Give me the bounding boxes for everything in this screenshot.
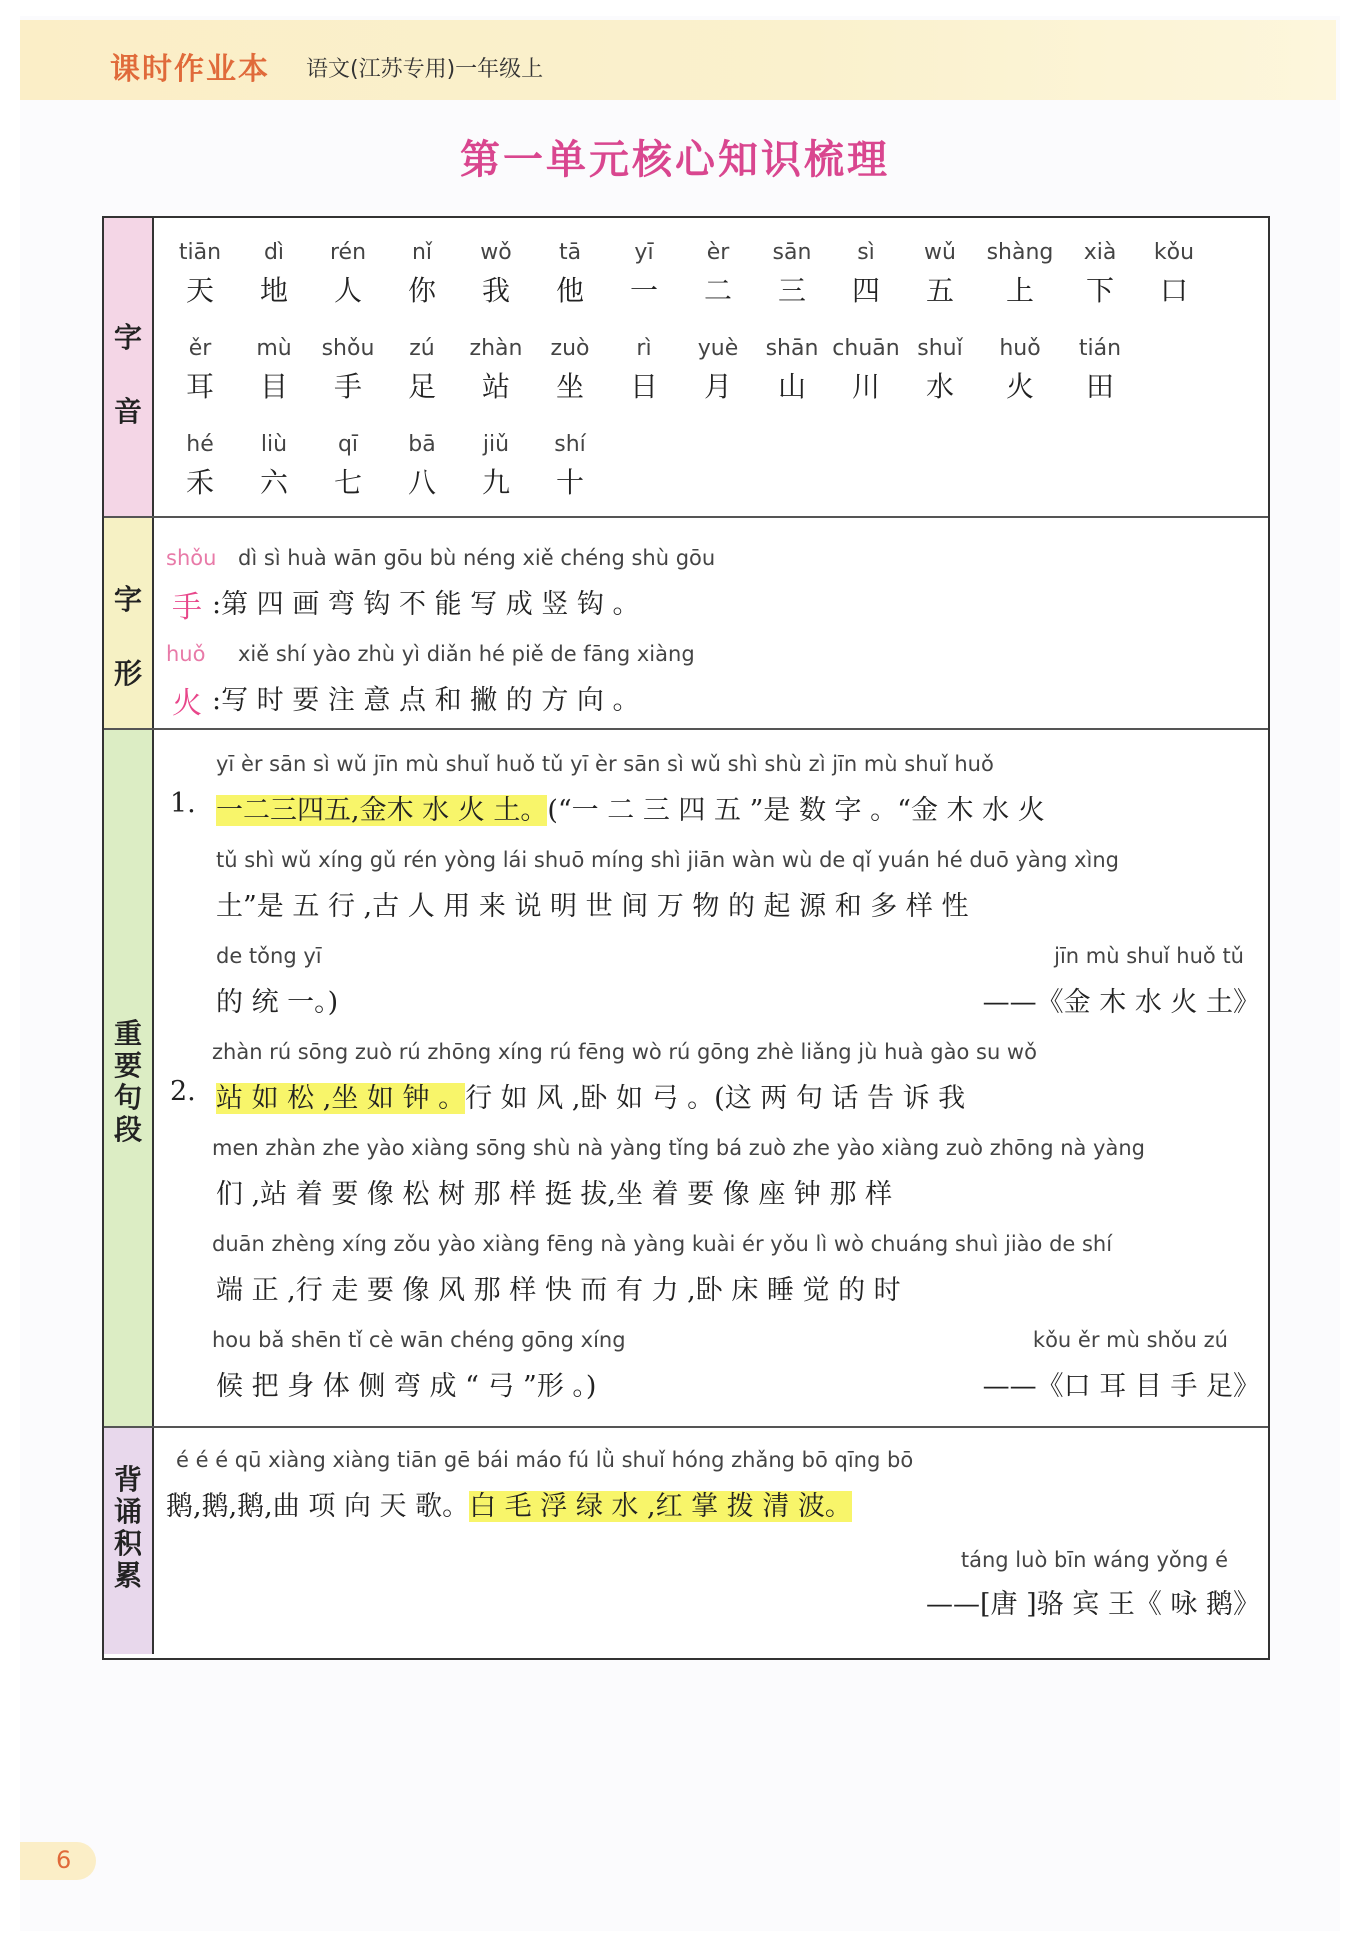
sentence-text: 们 ,站 着 要 像 松 树 那 样 挺 拔,坐 着 要 像 座 钟 那 样 xyxy=(216,1179,893,1210)
sentence-line xyxy=(216,1076,965,1115)
source-citation: ——[唐 ]骆 宾 王《 咏 鹅》 xyxy=(926,1589,1260,1620)
hanzi: 川 xyxy=(851,370,880,403)
char-with-pinyin xyxy=(388,336,456,405)
char-with-pinyin xyxy=(758,240,826,309)
label-zi-xing xyxy=(104,516,154,728)
char-with-pinyin xyxy=(610,336,678,405)
sentence-text: (“一 二 三 四 五 ”是 数 字 。“金 木 水 火 xyxy=(547,795,1045,826)
char-with-pinyin xyxy=(986,336,1054,405)
rule-pinyin: dì sì huà wān gōu bù néng xiě chéng shù gōu xyxy=(238,546,716,570)
pinyin-line: de tǒng yī xyxy=(216,944,322,968)
pinyin-line: yī èr sān sì wǔ jīn mù shuǐ huǒ tǔ yī èr sān sì wǔ shì shù zì jīn mù shuǐ huǒ xyxy=(216,752,994,776)
char-with-pinyin xyxy=(388,432,456,501)
char-with-pinyin xyxy=(758,336,826,405)
sentence-line xyxy=(216,788,1045,827)
page-number: 6 xyxy=(56,1846,72,1874)
char-with-pinyin xyxy=(684,240,752,309)
hanzi: 五 xyxy=(925,274,954,307)
poem-text: 鹅,鹅,鹅,曲 项 向 天 歌。 xyxy=(166,1491,470,1522)
poem-line xyxy=(166,1484,852,1523)
pinyin: zhàn xyxy=(469,336,523,361)
pinyin: bā xyxy=(408,432,436,457)
pinyin: shǒu xyxy=(321,336,375,361)
hanzi: 六 xyxy=(259,466,288,499)
hanzi: 人 xyxy=(333,274,362,307)
source-pinyin: jīn mù shuǐ huǒ tǔ xyxy=(1054,944,1244,968)
label-char: 段 xyxy=(113,1113,142,1146)
char-with-pinyin xyxy=(166,336,234,405)
char-with-pinyin xyxy=(166,240,234,309)
pinyin: liù xyxy=(260,432,288,457)
hanzi: 七 xyxy=(333,466,362,499)
pinyin: tián xyxy=(1078,336,1122,361)
brand-title: 课时作业本 xyxy=(110,52,270,87)
pinyin: zuò xyxy=(550,336,590,361)
target-char: 手 xyxy=(172,590,202,625)
label-char: 诵 xyxy=(113,1495,142,1528)
char-with-pinyin xyxy=(388,240,456,309)
hanzi: 我 xyxy=(481,274,510,307)
hanzi: 下 xyxy=(1085,274,1114,307)
sentence-text: 土”是 五 行 ,古 人 用 来 说 明 世 间 万 物 的 起 源 和 多 样 性 xyxy=(216,891,969,922)
hanzi: 站 xyxy=(481,370,510,403)
pinyin: xià xyxy=(1083,240,1117,265)
hanzi: 月 xyxy=(703,370,732,403)
hanzi: 他 xyxy=(555,274,584,307)
char-with-pinyin xyxy=(536,432,604,501)
hanzi: 口 xyxy=(1159,274,1188,307)
char-with-pinyin xyxy=(684,336,752,405)
pinyin: nǐ xyxy=(411,240,433,265)
hanzi: 八 xyxy=(407,466,436,499)
item-number: 1. xyxy=(170,788,196,819)
bei-song-content xyxy=(156,1426,1268,1654)
page-title: 第一单元核心知识梳理 xyxy=(460,137,890,183)
hanzi: 天 xyxy=(185,274,214,307)
char-with-pinyin xyxy=(610,240,678,309)
char-with-pinyin xyxy=(462,336,530,405)
highlighted-text: 白 毛 浮 绿 水 ,红 掌 拨 清 波。 xyxy=(469,1491,852,1522)
label-char: 累 xyxy=(113,1559,142,1592)
item-number: 2. xyxy=(170,1076,196,1107)
target-char: 火 xyxy=(172,686,202,721)
char-with-pinyin xyxy=(240,240,308,309)
hanzi: 十 xyxy=(555,466,584,499)
char-with-pinyin xyxy=(906,336,974,405)
pinyin: sì xyxy=(857,240,875,265)
char-with-pinyin xyxy=(166,432,234,501)
hanzi: 坐 xyxy=(555,370,584,403)
pinyin-line: é é é qū xiàng xiàng tiān gē bái máo fú lǜ shuǐ hóng zhǎng bō qīng bō xyxy=(176,1448,914,1472)
pinyin: shān xyxy=(765,336,819,361)
pinyin-line: men zhàn zhe yào xiàng sōng shù nà yàng tǐng bá zuò zhe yào xiàng zuò zhōng nà yàng xyxy=(212,1136,1145,1160)
char-with-pinyin xyxy=(1066,240,1134,309)
pinyin-line: tǔ shì wǔ xíng gǔ rén yòng lái shuō míng shì jiān wàn wù de qǐ yuán hé duō yàng xìng xyxy=(216,848,1120,872)
char-pinyin: shǒu xyxy=(166,546,217,570)
label-char: 音 xyxy=(113,395,142,428)
pinyin-line: zhàn rú sōng zuò rú zhōng xíng rú fēng wò rú gōng zhè liǎng jù huà gào su wǒ xyxy=(212,1040,1037,1064)
label-char: 积 xyxy=(113,1527,142,1560)
source-pinyin: kǒu ěr mù shǒu zú xyxy=(1032,1328,1228,1352)
char-pinyin: huǒ xyxy=(166,642,206,666)
hanzi: 地 xyxy=(259,274,288,307)
rule-text: :写 时 要 注 意 点 和 撇 的 方 向 。 xyxy=(212,685,640,716)
highlighted-text: 一二三四五,金木 水 火 土。 xyxy=(216,795,548,826)
knowledge-table xyxy=(102,216,1270,1660)
pinyin: sān xyxy=(772,240,812,265)
label-zhong-yao xyxy=(104,728,154,1426)
sentence-text: 端 正 ,行 走 要 像 风 那 样 快 而 有 力 ,卧 床 睡 觉 的 时 xyxy=(216,1275,901,1306)
char-with-pinyin xyxy=(314,240,382,309)
char-with-pinyin xyxy=(832,240,900,309)
pinyin: qī xyxy=(337,432,359,457)
hanzi: 禾 xyxy=(185,466,214,499)
hanzi: 日 xyxy=(629,370,658,403)
hanzi: 九 xyxy=(481,466,510,499)
pinyin: èr xyxy=(706,240,730,265)
pinyin: kǒu xyxy=(1153,240,1195,265)
pinyin: shí xyxy=(554,432,586,457)
hanzi: 手 xyxy=(333,370,362,403)
zi-yin-content xyxy=(156,218,1268,516)
source-pinyin: táng luò bīn wáng yǒng é xyxy=(960,1548,1228,1572)
pinyin: ěr xyxy=(188,336,212,361)
label-zi-yin xyxy=(104,218,154,516)
hanzi: 一 xyxy=(629,274,658,307)
hanzi: 山 xyxy=(777,370,806,403)
pinyin: jiǔ xyxy=(482,432,510,457)
char-with-pinyin xyxy=(240,336,308,405)
hanzi: 四 xyxy=(851,274,880,307)
char-with-pinyin xyxy=(536,240,604,309)
pinyin: chuān xyxy=(832,336,900,361)
pinyin: wǒ xyxy=(480,240,512,265)
pinyin: yī xyxy=(634,240,654,265)
source-citation: ——《金 木 水 火 土》 xyxy=(982,987,1260,1018)
hanzi: 足 xyxy=(407,370,436,403)
label-char: 要 xyxy=(113,1049,142,1082)
hanzi: 三 xyxy=(777,274,806,307)
hanzi: 火 xyxy=(1005,370,1034,403)
pinyin: zú xyxy=(409,336,435,361)
hanzi: 田 xyxy=(1085,370,1114,403)
pinyin: dì xyxy=(263,240,285,265)
hanzi: 水 xyxy=(925,370,954,403)
pinyin: hé xyxy=(186,432,214,457)
pinyin: shàng xyxy=(986,240,1054,265)
zi-xing-content xyxy=(156,516,1268,728)
char-with-pinyin xyxy=(536,336,604,405)
hanzi: 上 xyxy=(1005,274,1034,307)
char-with-pinyin xyxy=(462,240,530,309)
sentence-text: 的 统 一。) xyxy=(216,987,339,1018)
label-char: 形 xyxy=(113,657,142,690)
pinyin: rén xyxy=(329,240,367,265)
char-with-pinyin xyxy=(1066,336,1134,405)
pinyin: huǒ xyxy=(999,336,1041,361)
char-with-pinyin xyxy=(906,240,974,309)
sentence-text: 候 把 身 体 侧 弯 成 “ 弓 ”形 。) xyxy=(216,1371,597,1402)
hanzi: 你 xyxy=(407,274,436,307)
char-with-pinyin xyxy=(986,240,1054,309)
label-char: 背 xyxy=(113,1463,142,1496)
label-bei-song xyxy=(104,1426,154,1654)
pinyin-line: hou bǎ shēn tǐ cè wān chéng gōng xíng xyxy=(212,1328,626,1352)
pinyin: mù xyxy=(256,336,292,361)
source-citation: ——《口 耳 目 手 足》 xyxy=(982,1371,1260,1402)
char-with-pinyin xyxy=(314,336,382,405)
char-with-pinyin xyxy=(832,336,900,405)
label-char: 句 xyxy=(113,1081,142,1114)
hanzi: 耳 xyxy=(185,370,214,403)
pinyin: rì xyxy=(636,336,652,361)
char-with-pinyin xyxy=(314,432,382,501)
sentence-text: 行 如 风 ,卧 如 弓 。(这 两 句 话 告 诉 我 xyxy=(465,1083,966,1114)
pinyin-line: duān zhèng xíng zǒu yào xiàng fēng nà yàng kuài ér yǒu lì wò chuáng shuì jiào de shí xyxy=(212,1232,1113,1256)
char-with-pinyin xyxy=(462,432,530,501)
label-char: 字 xyxy=(113,583,142,616)
highlighted-text: 站 如 松 ,坐 如 钟 。 xyxy=(216,1083,466,1114)
zhong-yao-content xyxy=(156,728,1268,1426)
char-with-pinyin xyxy=(240,432,308,501)
hanzi: 目 xyxy=(259,370,288,403)
pinyin: shuǐ xyxy=(917,336,963,361)
pinyin: tā xyxy=(558,240,582,265)
hanzi: 二 xyxy=(703,274,732,307)
pinyin: yuè xyxy=(697,336,739,361)
pinyin: wǔ xyxy=(924,240,956,265)
subject-label: 语文(江苏专用)一年级上 xyxy=(306,57,544,82)
label-char: 字 xyxy=(113,321,142,354)
rule-pinyin: xiě shí yào zhù yì diǎn hé piě de fāng xiàng xyxy=(238,642,695,666)
pinyin: tiān xyxy=(178,240,222,265)
char-with-pinyin xyxy=(1140,240,1208,309)
rule-text: :第 四 画 弯 钩 不 能 写 成 竖 钩 。 xyxy=(212,589,640,620)
label-char: 重 xyxy=(113,1017,142,1050)
